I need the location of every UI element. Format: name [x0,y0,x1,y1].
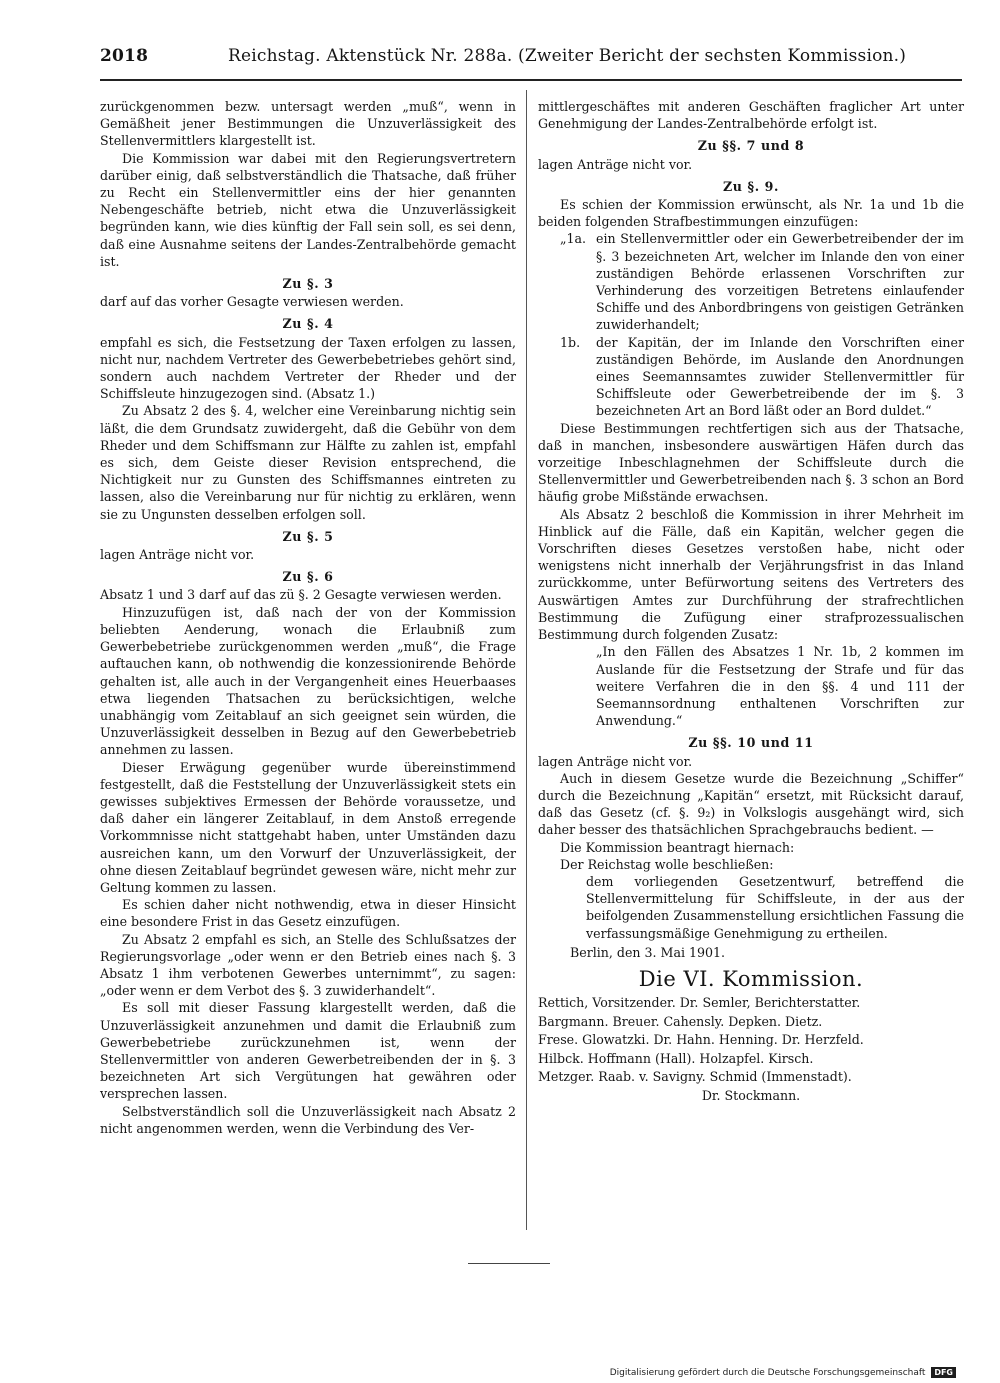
running-title: Reichstag. Aktenstück Nr. 288a. (Zweiter Bericht der sechsten Kommission.) [228,46,907,66]
paragraph: Absatz 1 und 3 darf auf das zü §. 2 Gesagte verwiesen werden. [100,587,502,603]
header-rule [100,79,962,81]
paragraph: Zu Absatz 2 des §. 4, welcher eine Vereinbarung nichtig sein läßt, die dem Grundsatz zuwidergeht, daß die Gebühr von dem Rheder und dem Schiffsmann zur Hälfte zu zahlen ist, empfahl es sich, dem Geiste dieser Revision entsprechend, die Nichtigkeit nur zu Gunsten des Schiffsmannes eintreten zu lassen, also die Vereinbarung nur für nichtig zu erklären, wenn sie zu Ungunsten desselben erfolgen soll. [100,403,516,522]
paragraph: Dieser Erwägung gegenüber wurde übereinstimmend festgestellt, daß die Feststellung der Unzuverlässigkeit stets ein gewisses subjektives Ermessen der Behörde voraussetze, und daß daher ein längerer Zeitablauf, in dem Anstoß erregende Vorkommnisse nicht stattgehabt haben, unter Umständen dazu ausreichen kann, um den Vorwurf der Unzuverlässigkeit, der ohne diesen Zeitablauf begründet gewesen wäre, nicht mehr zur Geltung kommen zu lassen. [100,759,516,895]
section-heading: Zu §. 4 [282,316,334,332]
provision-text: der Kapitän, der im Inlande den Vorschriften einer zuständigen Behörde, im Auslande den Anordnungen eines Seemannsamtes zuwider Stellenvermittler für Schiffsleute oder Gewerbetreibende der im §. 3 bezeichneten Art an Bord läßt oder an Bord duldet.“ [596,334,964,419]
right-column [538,98,964,1105]
credit-text: Digitalisierung gefördert durch die Deutsche Forschungsgemeinschaft [609,1368,926,1378]
paragraph: lagen Anträge nicht vor. [538,753,693,769]
motion-text: dem vorliegenden Gesetzentwurf, betreffend die Stellenvermittelung für Schiffsleute, in der aus der beifolgenden Zusammenstellung ersichtlichen Fassung die verfassungsmäßige Genehmigung zu ertheilen. [586,873,964,941]
paragraph: Diese Bestimmungen rechtfertigen sich aus der Thatsache, daß in manchen, insbesondere auswärtigen Häfen durch das vorzeitige Inbeschlagnehmen der Schiffsleute durch die Stellenvermittler und Gewerbetreibenden nach §. 3 schon an Bord häufig grobe Mißstände erwachsen. [538,420,964,505]
section-heading: Zu §§. 10 und 11 [688,735,814,751]
section-heading: Zu §. 9. [722,178,780,194]
provision-text: ein Stellenvermittler oder ein Gewerbetreibender der im §. 3 bezeichneten Art, welcher im Inlande den von einer zuständigen Behörde erlassenen Vorschriften zur Verhinderung des vorzeitigen Betretens einlaufender Schiffe und des Anbordbringens von geistigen Getränken zuwiderhandelt; [596,231,964,333]
provision-1b [560,334,964,420]
section-heading: Zu §. 5 [282,528,334,544]
footer-rule [468,1263,550,1264]
paragraph: empfahl es sich, die Festsetzung der Taxen erfolgen zu lassen, nicht nur, nachdem Vertreter des Gewerbebetriebes gehört sind, sondern auch nachdem Vertreter der Rheder und der Schiffsleute hinzugezogen sind. (Absatz 1.) [100,334,516,402]
paragraph: Es schien daher nicht nothwendig, etwa in dieser Hinsicht eine besondere Frist in das Gesetz einzufügen. [100,897,516,930]
member-list [538,994,964,1105]
dfg-logo: DFG [931,1367,956,1378]
digitization-credit [610,1367,956,1378]
motion-intro: Die Kommission beantragt hiernach: [560,839,795,855]
paragraph: Es schien der Kommission erwünscht, als Nr. 1a und 1b die beiden folgenden Strafbestimmungen einzufügen: [538,197,964,230]
provision-label: „1a. [560,231,587,247]
paragraph: mittlergeschäftes mit anderen Geschäften fraglicher Art unter Genehmigung der Landes-Zentralbehörde erfolgt ist. [538,99,964,132]
paragraph: Als Absatz 2 beschloß die Kommission in ihrer Mehrheit im Hinblick auf die Fälle, daß ein Kapitän, welcher gegen die Vorschriften dieses Gesetzes verstoßen habe, nicht oder wenigstens nicht innerhalb der Verjährungsfrist in das Inland zurückkomme, unter Befürwortung seitens des Vertreters des Auswärtigen Amtes zur Durchführung der strafrechtlichen Bestimmung die Zufügung einer strafprozessualischen Bestimmung durch folgenden Zusatz: [538,506,964,643]
date-line: Berlin, den 3. Mai 1901. [570,944,726,960]
quoted-addition: „In den Fällen des Absatzes 1 Nr. 1b, 2 kommen im Auslande für die Festsetzung der Strafe und für das weitere Verfahren die in den §§. 4 und 111 der Seemannsordnung enthaltenen Vorschriften zur Anwendung.“ [596,644,964,729]
section-heading: Zu §. 6 [282,569,334,585]
paragraph: Selbstverständlich soll die Unzuverlässigkeit nach Absatz 2 nicht angenommen werden, wenn die Verbindung des Ver- [100,1103,516,1136]
paragraph: Zu Absatz 2 empfahl es sich, an Stelle des Schlußsatzes der Regierungsvorlage „oder wenn er den Betrieb eines nach §. 3 Absatz 1 ihm verbotenen Gewerbes unternimmt“, zu sagen: „oder wenn er dem Verbot des §. 3 zuwiderhandelt“. [100,931,516,999]
commission-title: Die VI. Kommission. [638,966,864,991]
provision-label: 1b. [560,334,581,350]
section-heading: Zu §§. 7 und 8 [697,138,805,154]
provision-1a [560,230,964,333]
paragraph: Auch in diesem Gesetze wurde die Bezeichnung „Schiffer“ durch die Bezeichnung „Kapitän“ ersetzt, mit Rücksicht darauf, daß das Gesetz (cf. §. 9₂) in Volkslogis ausgehängt wird, sich daher besser des thatsächlichen Sprachgebrauchs bedient. — [538,770,964,838]
paragraph: lagen Anträge nicht vor. [100,547,255,563]
member-line: Rettich, Vorsitzender. Dr. Semler, Berichterstatter. [538,995,861,1011]
paragraph: darf auf das vorher Gesagte verwiesen werden. [100,294,404,310]
page-header [100,46,960,76]
member-line: Metzger. Raab. v. Savigny. Schmid (Immenstadt). [538,1069,852,1085]
member-line: Frese. Glowatzki. Dr. Hahn. Henning. Dr. Herzfeld. [538,1032,864,1048]
section-heading: Zu §. 3 [282,276,334,292]
paragraph: zurückgenommen bezw. untersagt werden „muß“, wenn in Gemäßheit jener Bestimmungen die Unzuverlässigkeit des Stellenvermittlers klargestellt ist. [100,99,516,149]
page-number: 2018 [100,46,149,66]
column-divider [526,90,527,1230]
left-column [100,98,516,1137]
member-line: Dr. Stockmann. [701,1087,801,1103]
member-line: Bargmann. Breuer. Cahensly. Depken. Dietz. [538,1013,823,1029]
motion-resolution: Der Reichstag wolle beschließen: [560,856,774,872]
member-line: Hilbck. Hoffmann (Hall). Holzapfel. Kirsch. [538,1050,814,1066]
paragraph: lagen Anträge nicht vor. [538,156,693,172]
paragraph: Die Kommission war dabei mit den Regierungsvertretern darüber einig, daß selbstverständlich die Thatsache, daß früher zu Recht ein Stellenvermittler eins der hier genannten Nebengeschäfte betrieb, nicht etwa die Unzuverlässigkeit begründen kann, wie dies künftig der Fall sein soll, es sei denn, daß eine Ausnahme seitens der Landes-Zentralbehörde gemacht ist. [100,150,516,269]
paragraph: Es soll mit dieser Fassung klargestellt werden, daß die Unzuverlässigkeit anzunehmen und damit die Erlaubniß zum Gewerbebetriebe zurückzunehmen ist, wenn der Stellenvermittler von anderen Gewerbetreibenden der in §. 3 bezeichneten Art sich Vergütungen hat gewähren oder versprechen lassen. [100,1000,516,1102]
inserted-provisions [538,230,964,419]
paragraph: Hinzuzufügen ist, daß nach der von der Kommission beliebten Aenderung, wonach die Erlaubniß zum Gewerbebetriebe zurückgenommen werden „muß“, die Frage auftauchen kann, ob nothwendig die konzessionirende Behörde gehalten ist, alle auch in der Vergangenheit eines Heuerbaases etwa liegenden Thatsachen zu berücksichtigen, welche unabhängig vom Zeitablauf an sich geeignet sein würden, die Unzuverlässigkeit desselben in Bezug auf den Gewerbebetrieb annehmen zu lassen. [100,604,516,758]
